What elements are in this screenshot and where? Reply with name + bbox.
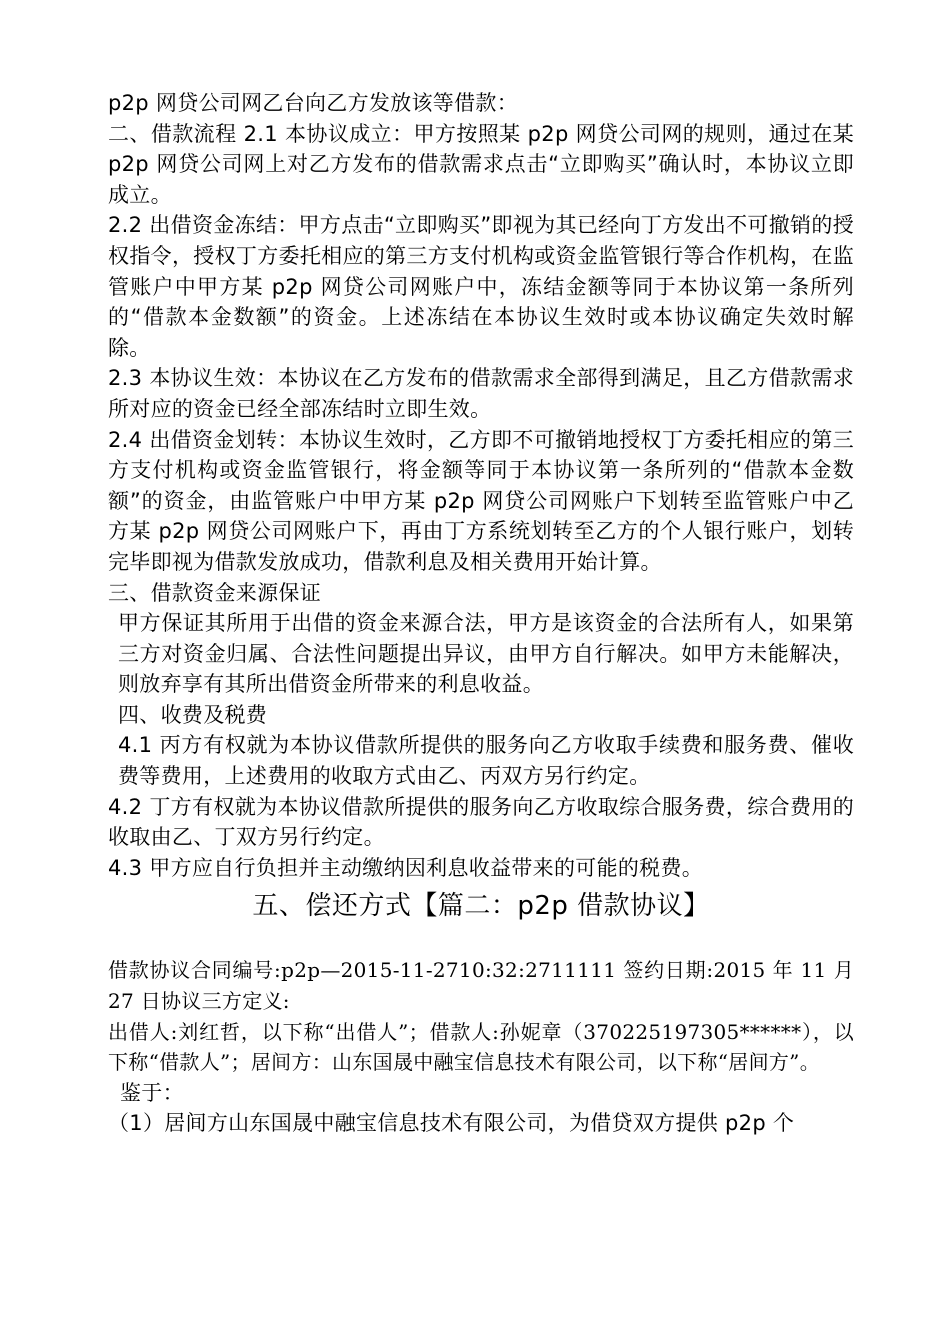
paragraph-parties: 出借人:刘红哲，以下称“出借人”；借款人:孙妮章（370225197305******），以下称“借款人”；居间方：山东国晟中融宝信息技术有限公司，以下称“居间方”。 [108, 1019, 854, 1075]
section-heading-4: 四、收费及税费 [118, 702, 268, 727]
document-page [108, 88, 861, 1139]
paragraph-section-2-3: 2.3 本协议生效：本协议在乙方发布的借款需求全部得到满足，且乙方借款需求所对应的资金已经全部冻结时立即生效。 [108, 366, 854, 421]
paragraph-section-4-2: 4.2 丁方有权就为本协议借款所提供的服务向乙方收取综合服务费，综合费用的收取由乙、丁双方另行约定。 [108, 794, 854, 850]
section-heading-3: 三、借款资金来源保证 [108, 580, 321, 605]
paragraph-section-4-1: 4.1 丙方有权就为本协议借款所提供的服务向乙方收取手续费和服务费、催收费等费用，上述费用的收取方式由乙、丙双方另行约定。 [118, 733, 854, 789]
paragraph-whereas: 鉴于： [120, 1080, 184, 1105]
paragraph-whereas-1: （1）居间方山东国晟中融宝信息技术有限公司，为借贷双方提供 p2p 个 [108, 1111, 795, 1136]
paragraph-section-3-body: 甲方保证其所用于出借的资金来源合法，甲方是该资金的合法所有人，如果第三方对资金归属、合法性问题提出异议，由甲方自行解决。如甲方未能解决，则放弃享有其所出借资金所带来的利息收益。 [118, 611, 854, 697]
center-heading: 五、偿还方式【篇二：p2p 借款协议】 [252, 891, 710, 922]
paragraph-section-4-3: 4.3 甲方应自行负担并主动缴纳因利息收益带来的可能的税费。 [108, 855, 704, 880]
paragraph-contract-number: 借款协议合同编号:p2p—2015-11-2710:32:2711111 签约日期:2015 年 11 月 27 日协议三方定义: [108, 958, 861, 1014]
paragraph-intro: p2p 网贷公司网乙台向乙方发放该等借款： [108, 91, 518, 115]
paragraph-section-2-2: 2.2 出借资金冻结：甲方点击“立即购买”即视为其已经向丁方发出不可撤销的授权指令，授权丁方委托相应的第三方支付机构或资金监管银行等合作机构，在监管账户中甲方某 p2p 网贷公司网账户中，冻结金额等同于本协议第一条所列的“借款本金数额”的资金。上述冻结在本协议生效时或本协议确定失效时解除。 [108, 213, 854, 360]
paragraph-section-2-1: 二、借款流程 2.1 本协议成立：甲方按照某 p2p 网贷公司网的规则，通过在某 p2p 网贷公司网上对乙方发布的借款需求点击“立即购买”确认时，本协议立即成立。 [108, 121, 861, 207]
part2-block [108, 955, 861, 1139]
paragraph-section-2-4: 2.4 出借资金划转：本协议生效时，乙方即不可撤销地授权丁方委托相应的第三方支付机构或资金监管银行，将金额等同于本协议第一条所列的“借款本金数额”的资金，由监管账户中甲方某 p2p 网贷公司网账户下划转至监管账户中乙方某 p2p 网贷公司网账户下，再由丁方系统划转至乙方的个人银行账户，划转完毕即视为借款发放成功，借款利息及相关费用开始计算。 [108, 427, 854, 574]
